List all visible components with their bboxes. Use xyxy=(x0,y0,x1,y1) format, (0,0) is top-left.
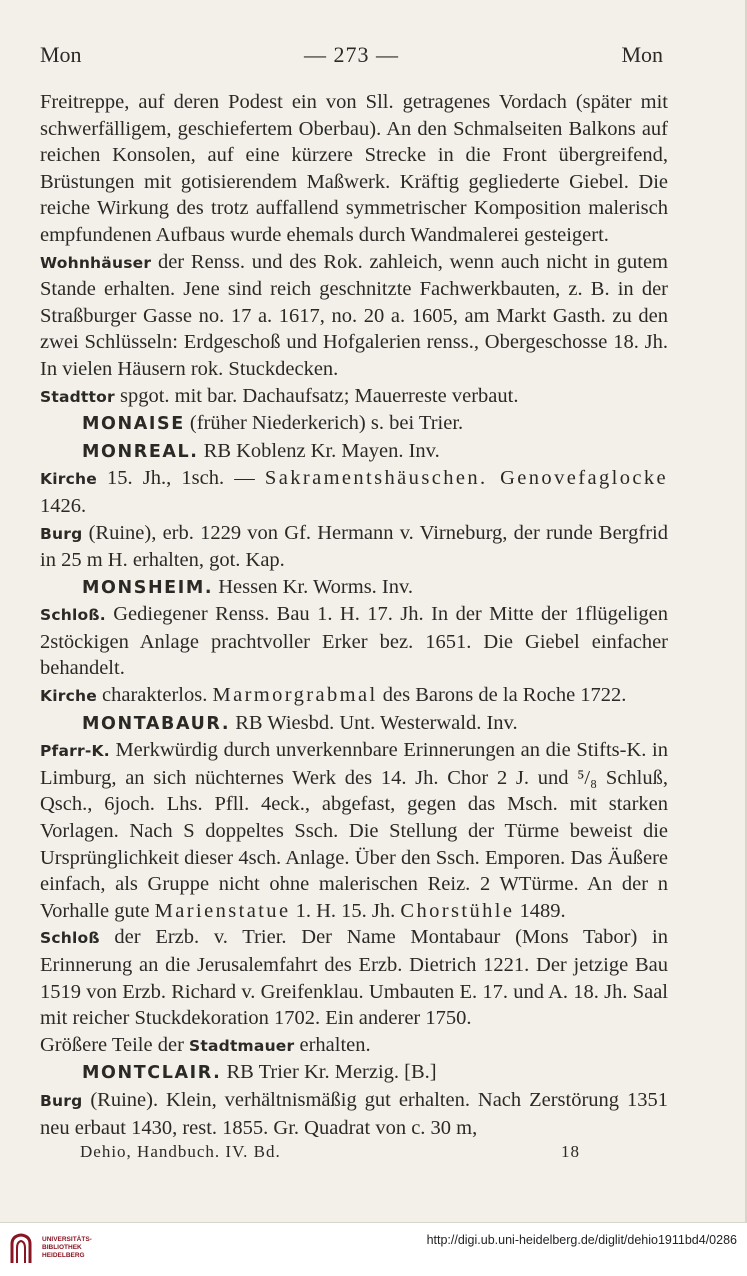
entry-keyword: Schloß. xyxy=(40,606,106,625)
running-header xyxy=(40,42,663,68)
entry-keyword: Kirche xyxy=(40,687,97,706)
entry-keyword: Stadtmauer xyxy=(189,1036,295,1055)
paragraph xyxy=(40,410,668,438)
text-run: Freitreppe, auf deren Podest ein von Sll. getragenes Vordach (später mit schwerfälligem, geschiefertem Oberbau). An den Schmalseiten Balkons auf reichen Konsolen, auf eine kürzere Strecke in die Front übergreifend, Brüstungen mit gotisierendem Maßwerk. Kräftig gegliederte Giebel. Die reiche Wirkung des trotz auffallend symmetrischer Komposition malerisch empfundenen Aufbaus wurde ehemals durch Wandmalerei gesteigert. xyxy=(40,91,668,246)
text-run: der Erzb. v. Trier. Der Name Montabaur (Mons Tabor) in Erinnerung an die Jerusalemfahrt des Erzb. Dietrich 1221. Der jetzige Bau 1519 von Erzb. Richard v. Greifenklau. Umbauten E. 17. und A. 18. Jh. Saal mit reicher Stuckdekoration 1702. Ein anderer 1750. xyxy=(40,926,668,1030)
text-run: 15. Jh., 1sch. — xyxy=(96,467,265,490)
text-run: Merkwürdig durch unverkennbare Erinnerungen an die Stifts-K. in Limburg, an sich nüchternes Werk des 14. Jh. Chor 2 J. und ⁵/₈ Schluß, Qsch., 6joch. Lhs. Pfll. 4eck., abgefast, gegen das Msch. mit starken Vorlagen. Nach S doppeltes Ssch. Die Stellung der Türme beweist die Ursprünglichkeit dieser 4sch. Anlage. Über den Ssch. Emporen. Das Äußere einfach, als Gruppe nicht ohne malerischen Reiz. 2 WTürme. An der n Vorhalle gute xyxy=(40,739,668,922)
paragraph xyxy=(40,249,668,383)
library-name xyxy=(42,1236,92,1260)
text-run: der Renss. und des Rok. zahleich, wenn auch nicht in gutem Stande erhalten. Jene sind reich geschnitzte Fachwerkbauten, z. B. in der Straßburger Gasse no. 17 a. 1617, no. 20 a. 1605, am Markt Gasth. zu den zwei Schlüsseln: Erdgeschoß und Hofgalerien renss., Obergeschosse 18. Jh. In vielen Häusern rok. Stuckdecken. xyxy=(40,250,668,380)
paragraph xyxy=(40,520,668,574)
text-run: spgot. mit bar. Dachaufsatz; Mauerreste verbaut. xyxy=(114,384,519,407)
entry-keyword: Schloß xyxy=(40,929,100,948)
place-heading: MONSHEIM. xyxy=(82,577,214,598)
text-run: Gediegener Renss. Bau 1. H. 17. Jh. In der Mitte der 1flügeligen 2stöckigen Anlage prachtvoller Erker bez. 1651. Die Giebel einfacher behandelt. xyxy=(40,603,668,680)
text-run: 1. H. 15. Jh. xyxy=(290,899,401,922)
paragraph xyxy=(40,89,668,249)
text-run: erhalten. xyxy=(294,1033,371,1056)
page-number: — 273 — xyxy=(304,42,399,67)
text-run: RB Wiesbd. Unt. Westerwald. Inv. xyxy=(230,711,518,734)
spaced-term: Sakramentshäuschen. Genovefaglocke xyxy=(264,467,668,490)
text-run: des Barons de la Roche 1722. xyxy=(377,684,627,707)
text-run: RB Koblenz Kr. Mayen. Inv. xyxy=(198,439,440,462)
text-run: 1426. xyxy=(40,494,87,517)
page-body xyxy=(40,89,668,1141)
place-heading: MONTABAUR. xyxy=(82,713,231,734)
paragraph xyxy=(40,924,668,1031)
place-heading: MONREAL. xyxy=(82,441,199,462)
entry-keyword: Kirche xyxy=(40,470,97,489)
spaced-term: Chorstühle xyxy=(400,899,515,922)
text-run: Größere Teile der xyxy=(40,1033,190,1056)
paragraph xyxy=(40,438,668,466)
paragraph xyxy=(40,601,668,682)
text-run: (Ruine). Klein, verhältnismäßig gut erhalten. Nach Zerstörung 1351 neu erbaut 1430, rest. 1855. Gr. Quadrat von c. 30 m, xyxy=(40,1088,668,1139)
paragraph xyxy=(40,574,668,602)
paragraph xyxy=(40,682,668,710)
paragraph xyxy=(40,1059,668,1087)
header-left: Mon xyxy=(40,42,82,67)
header-right: Mon xyxy=(621,42,663,67)
text-run: RB Trier Kr. Merzig. [B.] xyxy=(221,1061,437,1084)
text-run: Hessen Kr. Worms. Inv. xyxy=(213,575,414,598)
text-run: (Ruine), erb. 1229 von Gf. Hermann v. Virneburg, der runde Bergfrid in 25 m H. erhalten, got. Kap. xyxy=(40,521,668,572)
text-run: charakterlos. xyxy=(96,684,213,707)
page-footer xyxy=(80,1142,580,1162)
paragraph xyxy=(40,465,668,519)
entry-keyword: Burg xyxy=(40,524,83,543)
library-logo-icon xyxy=(8,1232,34,1266)
place-heading: MONAISE xyxy=(82,414,185,435)
entry-keyword: Stadttor xyxy=(40,387,115,406)
paragraph xyxy=(40,710,668,738)
entry-keyword: Wohnhäuser xyxy=(40,253,152,272)
text-run: 1489. xyxy=(514,899,566,922)
library-line-3: HEIDELBERG xyxy=(42,1252,85,1259)
spaced-term: Marmorgrabmal xyxy=(212,684,378,707)
text-run: (früher Niederkerich) s. bei Trier. xyxy=(184,412,464,435)
paragraph xyxy=(40,1087,668,1141)
paragraph xyxy=(40,383,668,411)
paragraph xyxy=(40,737,668,924)
paragraph xyxy=(40,1032,668,1060)
signature-mark: 18 xyxy=(561,1142,580,1161)
entry-keyword: Pfarr-K. xyxy=(40,742,110,761)
library-line-1: UNIVERSITÄTS- xyxy=(42,1236,92,1243)
spaced-term: Marienstatue xyxy=(154,899,291,922)
digitization-bar xyxy=(0,1224,747,1276)
permalink-url[interactable]: http://digi.ub.uni-heidelberg.de/diglit/dehio1911bd4/0286 xyxy=(426,1233,737,1247)
entry-keyword: Burg xyxy=(40,1091,83,1110)
place-heading: MONTCLAIR. xyxy=(82,1063,222,1084)
footer-citation: Dehio, Handbuch. IV. Bd. xyxy=(80,1142,281,1161)
library-line-2: BIBLIOTHEK xyxy=(42,1244,82,1251)
